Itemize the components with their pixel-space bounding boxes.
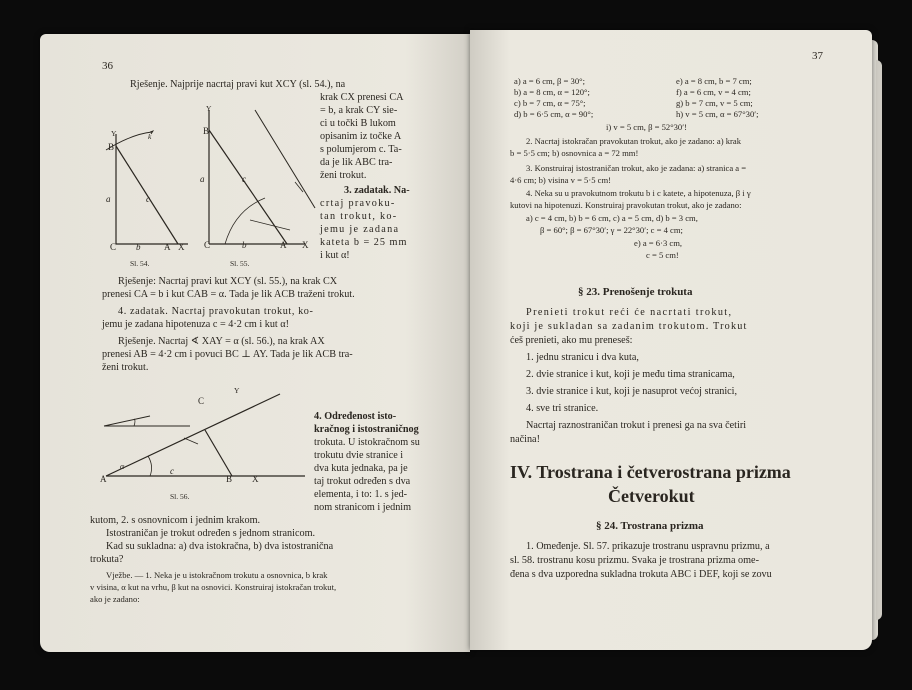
text-line: elementa, i to: 1. s jed- bbox=[314, 489, 408, 500]
text-line: Nacrtaj raznostraničan trokut i prenesi ga na sva četiri bbox=[526, 420, 747, 431]
text-line: tan trokut, ko- bbox=[320, 211, 398, 222]
text-line: jemu je zadana hipotenuza c = 4·2 cm i kut α! bbox=[102, 319, 290, 330]
fig-caption: Sl. 54. bbox=[130, 259, 150, 268]
text-line: a) c = 4 cm, b) b = 6 cm, c) a = 5 cm, d) b = 3 cm, bbox=[526, 213, 698, 223]
fig-label: X bbox=[178, 242, 185, 252]
text-line: 4. Neka su u pravokutnom trokutu b i c katete, a hipotenuza, β i γ bbox=[526, 188, 751, 198]
exercise-item: d) b = 6·5 cm, α = 90°; bbox=[514, 109, 594, 119]
chapter-subtitle: Četverokut bbox=[608, 486, 695, 506]
fig-label: X bbox=[302, 240, 309, 250]
text-line: c = 5 cm! bbox=[646, 250, 679, 260]
text-line: s polumjerom c. Ta- bbox=[320, 144, 402, 155]
text-line: krak CX prenesi CA bbox=[320, 92, 404, 103]
fig-caption: Sl. 55. bbox=[230, 259, 250, 268]
exercise-item: c) b = 7 cm, α = 75°; bbox=[514, 98, 586, 108]
text-line: Rješenje: Nacrtaj pravi kut XCY (sl. 55.), na krak CX bbox=[118, 276, 338, 287]
text-line: trokutu dvie stranice i bbox=[314, 450, 404, 461]
exercise-item: h) v = 5 cm, α = 67°30′; bbox=[676, 109, 759, 119]
text-line: 4·6 cm; b) visina v = 5·5 cm! bbox=[510, 175, 612, 185]
text-line: 3. zadatak. Na- bbox=[344, 185, 410, 196]
fig-label: Y bbox=[111, 129, 117, 138]
text-line: koji je sukladan sa zadanim trokutom. Trokut bbox=[510, 321, 748, 332]
page-number: 36 bbox=[102, 60, 113, 72]
text-line: načina! bbox=[510, 434, 540, 445]
section-heading: § 24. Trostrana prizma bbox=[596, 520, 704, 532]
fig-label: c bbox=[170, 466, 174, 476]
fig-label: Y bbox=[234, 386, 240, 395]
figure-54 bbox=[102, 124, 192, 254]
page-number: 37 bbox=[812, 50, 823, 62]
fig-label: a bbox=[106, 194, 111, 204]
text-line: opisanim iz točke A bbox=[320, 131, 402, 142]
figure-55 bbox=[195, 100, 320, 254]
text-line: 4. sve tri stranice. bbox=[526, 403, 599, 414]
fig-label: Y bbox=[206, 104, 212, 113]
text-line: prenesi CA = b i kut CAB = α. Tada je lik ACB traženi trokut. bbox=[102, 289, 355, 300]
exercise-item: a) a = 6 cm, β = 30°; bbox=[514, 76, 585, 86]
fig-label: a bbox=[200, 174, 205, 184]
text-line: sl. 58. trostranu kosu prizmu. Svaka je trostrana prizma ome- bbox=[510, 555, 759, 566]
text-line: Vježbe. — 1. Neka je u istokračnom trokutu a osnovnica, b krak bbox=[106, 570, 328, 580]
text-line: trokuta. U istokračnom su bbox=[314, 437, 420, 448]
text-line: β = 60°; β = 67°30′; γ = 22°30′; c = 4 cm; bbox=[540, 225, 683, 235]
fig-label: c bbox=[146, 194, 150, 204]
text-line: 1. jednu stranicu i dva kuta, bbox=[526, 352, 639, 363]
text-line: Prenieti trokut reći će nacrtati trokut, bbox=[526, 307, 733, 318]
text-line: 2. dvie stranice i kut, koji je među tima stranicama, bbox=[526, 369, 735, 380]
fig-label: b bbox=[242, 240, 247, 250]
text-line: kutom, 2. s osnovnicom i jednim krakom. bbox=[90, 515, 261, 526]
text-line: kutovi na hipotenuzi. Konstruiraj pravokutan trokut, ako je zadano: bbox=[510, 200, 742, 210]
text-line: ženi trokut. bbox=[102, 362, 149, 373]
text-line: da je lik ABC tra- bbox=[320, 157, 393, 168]
fig-label: C bbox=[204, 240, 211, 250]
fig-label: A bbox=[280, 240, 287, 250]
text-line: Kad su sukladna: a) dva istokračna, b) dva istostranična bbox=[106, 541, 334, 552]
text-line: nom stranicom i jednim bbox=[314, 502, 412, 513]
fig-label: B bbox=[226, 474, 233, 484]
right-page bbox=[470, 30, 872, 650]
text-line: Istostraničan je trokut određen s jednom stranicom. bbox=[106, 528, 316, 539]
fig-label: c bbox=[242, 174, 246, 184]
text-line: 4. Određenost isto- bbox=[314, 411, 397, 422]
page-stack-edge bbox=[876, 60, 882, 620]
fig-label: k bbox=[148, 132, 152, 141]
fig-caption: Sl. 56. bbox=[170, 492, 190, 501]
exercise-item: b) a = 8 cm, α = 120°; bbox=[514, 87, 590, 97]
text-line: jemu je zadana bbox=[320, 224, 400, 235]
text-line: taj trokut određen s dva bbox=[314, 476, 411, 487]
fig-label: B bbox=[108, 142, 115, 152]
fig-label: α bbox=[120, 462, 125, 471]
text-line: 4. zadatak. Nacrtaj pravokutan trokut, ko- bbox=[118, 306, 314, 317]
text-line: ženi trokut. bbox=[320, 170, 367, 181]
text-line: prenesi AB = 4·2 cm i povuci BC ⊥ AY. Tada je lik ACB tra- bbox=[102, 349, 353, 360]
exercise-item: g) b = 7 cm, v = 5 cm; bbox=[676, 98, 753, 108]
figure-56 bbox=[100, 386, 310, 491]
fig-label: X bbox=[252, 474, 259, 484]
text-line: i kut α! bbox=[320, 250, 350, 261]
fig-label: A bbox=[100, 474, 107, 484]
text-line: v visina, α kut na vrhu, β kut na osnovici. Konstruiraj istokračan trokut, bbox=[90, 582, 337, 592]
text-line: Rješenje. Najprije nacrtaj pravi kut XCY (sl. 54.), na bbox=[130, 79, 346, 90]
text-line: e) a = 6·3 cm, bbox=[634, 238, 683, 248]
exercise-item: e) a = 8 cm, b = 7 cm; bbox=[676, 76, 752, 86]
fig-label: b bbox=[136, 242, 141, 252]
text-line: ćeš prenieti, ako mu preneseš: bbox=[510, 335, 633, 346]
text-line: ako je zadano: bbox=[90, 594, 140, 604]
text-line: 1. Omeđenje. Sl. 57. prikazuje trostranu uspravnu prizmu, a bbox=[526, 541, 770, 552]
fig-label: C bbox=[198, 396, 205, 406]
text-line: 2. Nacrtaj istokračan pravokutan trokut, ako je zadano: a) krak bbox=[526, 136, 741, 146]
text-line: 3. dvie stranice i kut, koji je nasuprot većoj stranici, bbox=[526, 386, 738, 397]
text-line: crtaj pravoku- bbox=[320, 198, 396, 209]
chapter-title: IV. Trostrana i četverostrana prizma bbox=[510, 462, 791, 482]
text-line: = b, a krak CY sie- bbox=[320, 105, 398, 116]
text-line: đena s dva uzporedna sukladna trokuta ABC i DEF, koji se zovu bbox=[510, 569, 772, 580]
fig-label: A bbox=[164, 242, 171, 252]
text-line: kateta b = 25 mm bbox=[320, 237, 408, 248]
exercise-item: f) a = 6 cm, v = 4 cm; bbox=[676, 87, 751, 97]
exercise-item: i) v = 5 cm, β = 52°30′! bbox=[606, 122, 687, 132]
text-line: ci u točki B lukom bbox=[320, 118, 396, 129]
text-line: Rješenje. Nacrtaj ∢ XAY = α (sl. 56.), na krak AX bbox=[118, 336, 325, 347]
text-line: dva kuta jednaka, pa je bbox=[314, 463, 408, 474]
left-page bbox=[40, 34, 470, 652]
text-line: trokuta? bbox=[90, 554, 124, 565]
fig-label: C bbox=[110, 242, 117, 252]
text-line: 3. Konstruiraj istostraničan trokut, ako je zadana: a) stranica a = bbox=[526, 163, 747, 173]
text-line: b = 5·5 cm; b) osnovnica a = 72 mm! bbox=[510, 148, 639, 158]
fig-label: B bbox=[203, 126, 210, 136]
section-heading: § 23. Prenošenje trokuta bbox=[578, 286, 693, 298]
text-line: kračnog i istostraničnog bbox=[314, 424, 419, 435]
